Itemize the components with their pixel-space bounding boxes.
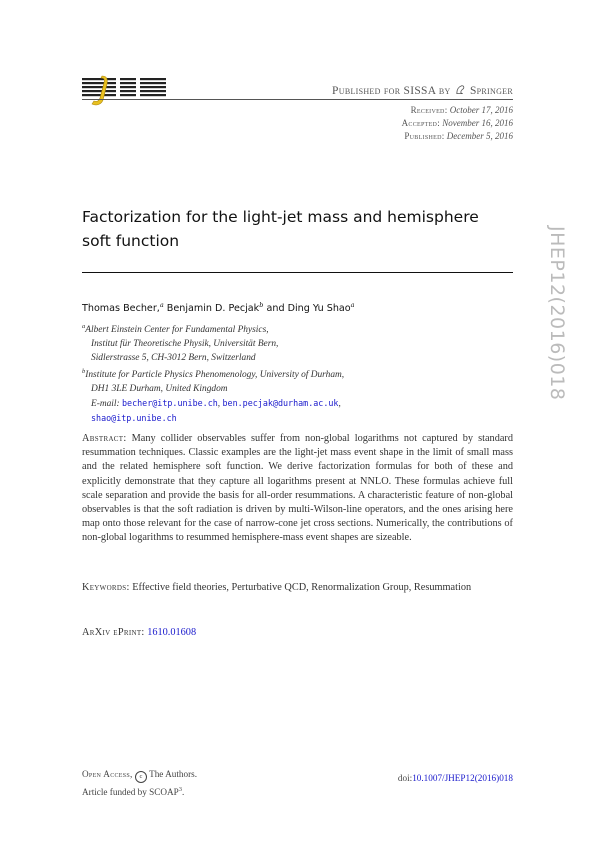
affiliation-line: $^b$Institute for Particle Physics Phenomenology, University of Durham,: [82, 368, 345, 381]
accepted-date: Accepted: November 16, 2016: [401, 118, 513, 128]
publisher-prefix: Published for SISSA by: [332, 85, 451, 97]
date-block: [402, 104, 513, 143]
author-name: Thomas Becher,: [82, 303, 160, 315]
abstract-label: Abstract:: [82, 433, 127, 444]
author-list: Thomas Becher,$^a$ Benjamin D. Pecjak$^b$ and Ding Yu Shao$^a$: [82, 301, 355, 315]
author-name: and Ding Yu Shao: [266, 303, 351, 315]
received-date: Received: October 17, 2016: [410, 105, 513, 115]
affiliation-line: Institut für Theoretische Physik, Universität Bern,: [91, 339, 279, 350]
arxiv-label: ArXiv ePrint:: [82, 627, 145, 638]
keywords: [82, 581, 513, 595]
abstract: [82, 432, 513, 546]
affiliations: [82, 320, 512, 426]
funding-line: Article funded by SCOAP$^3$.: [82, 786, 185, 798]
email-link[interactable]: ben.pecjak@durham.ac.uk: [222, 398, 339, 409]
email-link[interactable]: becher@itp.unibe.ch: [121, 398, 218, 409]
footer-license: [82, 768, 197, 799]
doi-line: doi:10.1007/JHEP12(2016)018: [397, 773, 513, 783]
journal-stamp: JHEP12(2016)018: [546, 226, 568, 401]
published-date: Published: December 5, 2016: [404, 131, 513, 141]
affiliation-line: Sidlerstrasse 5, CH-3012 Bern, Switzerland: [91, 353, 256, 364]
doi-link[interactable]: 10.1007/JHEP12(2016)018: [412, 773, 513, 783]
springer-horse-icon: [455, 84, 466, 95]
abstract-text: Many collider observables suffer from non-global logarithms not captured by standard resummation techniques. Classic examples are the light-jet mass event shape in the limit of small mass and the related hemisphere soft function. We derive factorization formulas for both of these and explicitly demonstrate that they capture all logarithms present at NNLO. These formulas achieve full scale separation and provide the basis for all-order resummations. A characteristic feature of non-global observables is that the soft radiation is driven by multi-Wilson-line operators, and the ones arising here map onto those relevant for the case of narrow-cone jet cross sections. Numerically, the contributions of non-global logarithms to resummed hemisphere-mass event shapes are sizeable.: [82, 433, 513, 544]
email-line: E-mail: becher@itp.unibe.ch, ben.pecjak@durham.ac.uk,: [91, 398, 341, 410]
affiliation-line: $^a$Albert Einstein Center for Fundamental Physics,: [82, 323, 269, 336]
jhep-logo: [82, 74, 168, 106]
arxiv-eprint: [82, 627, 513, 638]
keywords-text: Effective field theories, Perturbative QCD, Renormalization Group, Resummation: [132, 582, 472, 593]
email-link[interactable]: shao@itp.unibe.ch: [91, 413, 177, 424]
affiliation-line: DH1 3LE Durham, United Kingdom: [91, 384, 228, 395]
open-access-label: Open Access,: [82, 769, 133, 779]
publisher-name: Springer: [469, 85, 513, 97]
paper-title: Factorization for the light-jet mass and hemisphere soft function: [82, 208, 479, 250]
publisher-line: [332, 84, 513, 97]
author-name: Benjamin D. Pecjak: [166, 303, 260, 315]
email-line: [82, 411, 512, 426]
masthead-rule: [82, 99, 513, 100]
arxiv-link[interactable]: 1610.01608: [147, 627, 197, 638]
title-rule: [82, 272, 513, 273]
copyright-icon: c: [135, 771, 147, 783]
keywords-label: Keywords:: [82, 582, 130, 593]
copyright-text: The Authors.: [149, 769, 198, 779]
